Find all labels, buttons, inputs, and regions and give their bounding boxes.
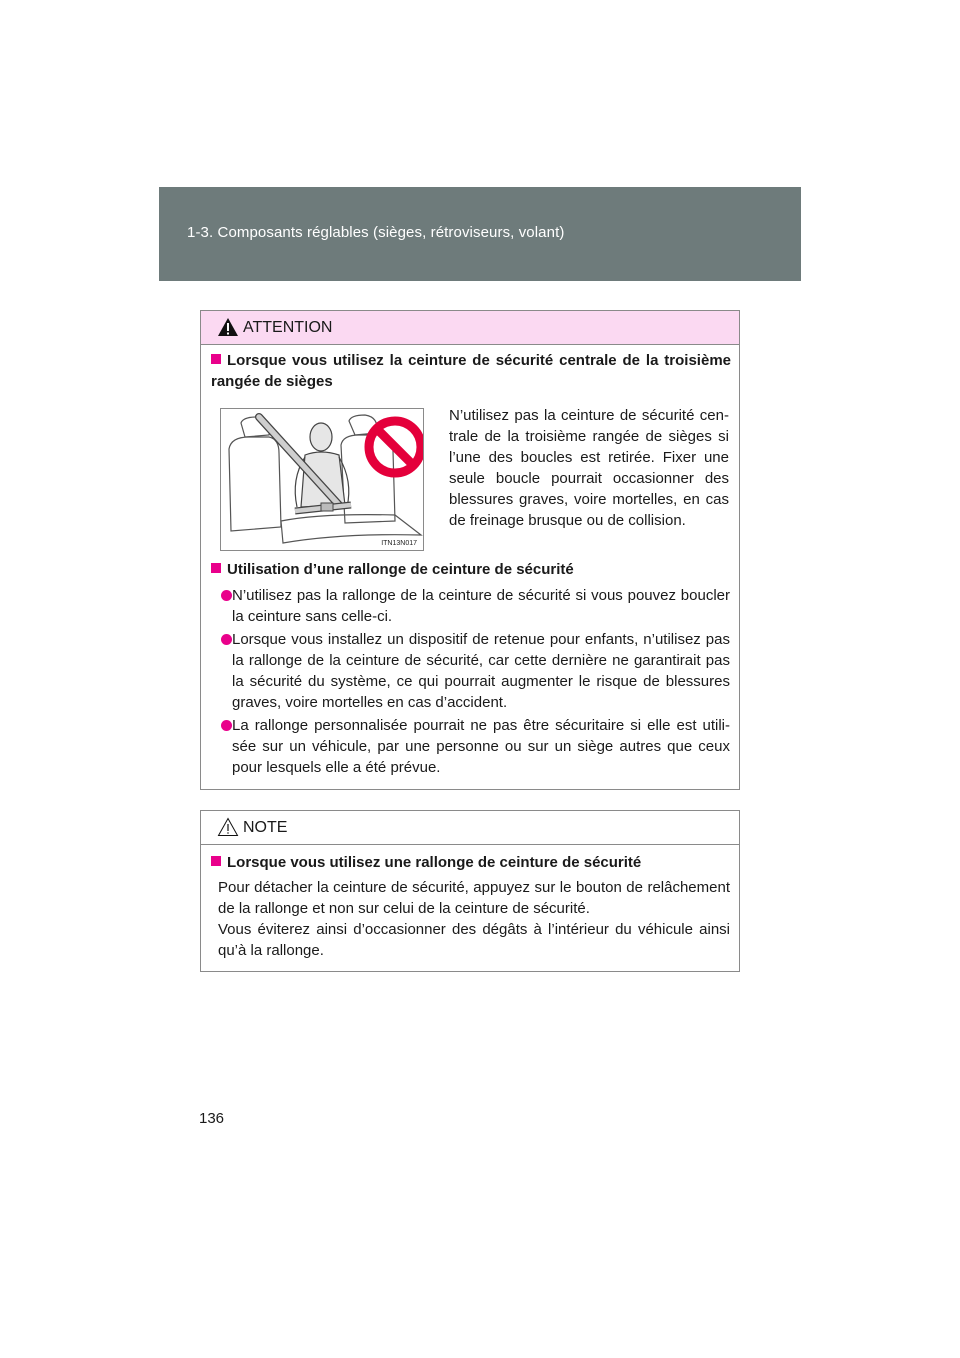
attention-box [200,310,740,790]
square-bullet-icon [211,563,221,573]
warning-outline-icon [217,817,239,837]
note-paragraph-1: Pour détacher la ceinture de sécurité, appuyez sur le bouton de relâchement de la rallonge et non sur celui de la ceinture de sécurité. [218,879,730,917]
section-title-extender: Utilisation d’une rallonge de ceinture de sécurité [211,559,574,580]
note-section-title: Lorsque vous utilisez une rallonge de ceinture de sécurité [211,852,641,873]
section-title-central-belt: Lorsque vous utilisez la ceinture de sécurité centrale de la troisième rangée de sièges [211,352,731,390]
section-header-title: 1-3. Composants réglables (sièges, rétroviseurs, volant) [187,224,565,241]
circle-bullet-icon [221,720,232,731]
extender-bullet-1: N’utilisez pas la rallonge de la ceinture de sécurité si vous pouvez boucler la ceinture sans celle-ci. [232,585,730,627]
seatbelt-illustration [220,408,424,551]
note-heading: NOTE [243,819,288,836]
central-belt-warning-text: N’utilisez pas la ceinture de sécurité cen-trale de la troisième rangée de sièges si l’une des boucles est retirée. Fixer une seule boucle pourrait occasionner des blessures graves, voire mortelles, en cas de freinage brusque ou de collision. [449,407,729,529]
note-header [201,811,739,845]
circle-bullet-icon [221,590,232,601]
note-box [200,810,740,972]
note-body [218,877,730,961]
circle-bullet-icon [221,634,232,645]
figure-code: ITN13N017 [381,540,417,547]
note-paragraph-2: Vous éviterez ainsi d’occasionner des dégâts à l’intérieur du véhicule ainsi qu’à la rallonge. [218,921,730,959]
extender-bullet-3: La rallonge personnalisée pourrait ne pas être sécuritaire si elle est utili-sée sur un véhicule, par une personne ou sur un siège autres que ceux pour lesquels elle a été prévue. [232,715,730,778]
attention-heading: ATTENTION [243,319,333,336]
warning-triangle-icon [217,317,239,337]
page-number: 136 [199,1110,225,1127]
square-bullet-icon [211,856,221,866]
header-band [159,187,801,281]
attention-header [201,311,739,345]
square-bullet-icon [211,354,221,364]
extender-bullet-2: Lorsque vous installez un dispositif de retenue pour enfants, n’utilisez pas la rallonge de la ceinture de sécurité, car cette dernière ne garantirait pas la sécurité du système, ce qui pourrait augmenter le risque de blessures graves, voire mortelles en cas d’accident. [232,629,730,713]
seatbelt-drawing [221,409,423,550]
